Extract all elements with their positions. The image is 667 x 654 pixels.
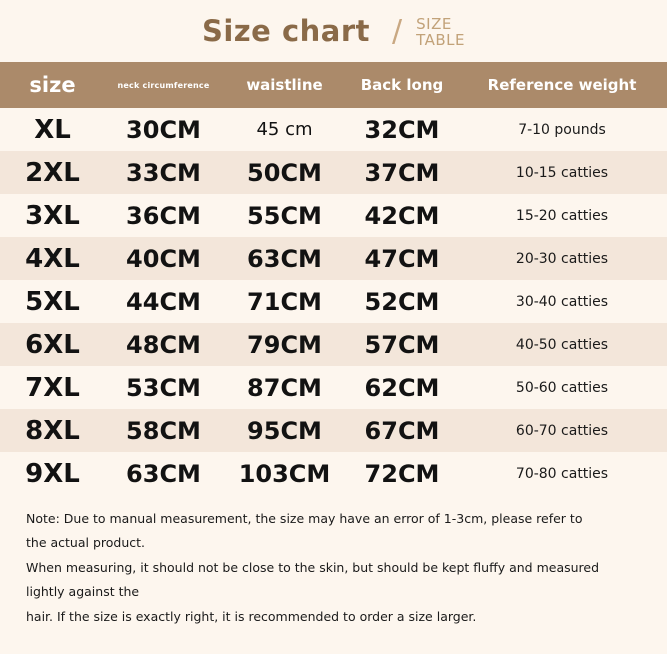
cell-neck: 53CM [126,373,201,402]
table-row [0,194,667,237]
column-header-waist: waistline [246,76,323,94]
subtitle-line-1: SIZE [416,14,452,33]
table-row [0,151,667,194]
cell-back: 57CM [364,330,440,359]
cell-back: 42CM [364,201,440,230]
column-header-neck: neck circumference [117,80,210,90]
cell-back: 32CM [364,115,440,144]
table-header [0,62,667,108]
cell-neck: 63CM [126,459,201,488]
cell-size: 6XL [25,329,80,360]
cell-waist: 45 cm [256,119,313,140]
cell-size: 8XL [25,415,80,446]
title-separator: / [392,13,403,49]
column-header-reference-weight: Reference weight [487,76,637,94]
cell-size: 3XL [25,200,80,231]
cell-back: 37CM [364,158,440,187]
cell-neck: 48CM [126,330,201,359]
cell-waist: 95CM [247,416,322,445]
cell-back: 72CM [364,459,440,488]
cell-neck: 36CM [126,201,201,230]
cell-size: 5XL [25,286,80,317]
cell-waist: 79CM [247,330,322,359]
table-row [0,409,667,452]
cell-back: 52CM [364,287,440,316]
cell-size: 2XL [25,157,80,188]
cell-reference-weight: 70-80 catties [515,465,609,482]
note-line-2: the actual product. [26,535,146,551]
table-row [0,237,667,280]
cell-size: 7XL [25,372,80,403]
cell-reference-weight: 15-20 catties [515,207,609,224]
note-line-3: When measuring, it should not be close to the skin, but should be kept fluffy and measured lightly against the [26,559,600,600]
cell-reference-weight: 30-40 catties [515,293,609,310]
cell-reference-weight: 60-70 catties [515,422,609,439]
note-line-4: hair. If the size is exactly right, it is recommended to order a size larger. [26,608,477,624]
page-subtitle [416,14,465,48]
cell-waist: 50CM [247,158,322,187]
cell-reference-weight: 50-60 catties [515,379,609,396]
cell-waist: 63CM [247,244,322,273]
cell-back: 47CM [364,244,440,273]
cell-reference-weight: 7-10 pounds [518,121,606,138]
cell-neck: 33CM [126,158,201,187]
measurement-notes [0,495,667,629]
size-table [0,62,667,495]
page-header [0,0,667,62]
note-line-1: Note: Due to manual measurement, the size may have an error of 1-3cm, please refer to [26,511,583,526]
table-row [0,108,667,151]
cell-waist: 71CM [247,287,322,316]
cell-size: XL [34,114,71,145]
cell-reference-weight: 10-15 catties [515,164,609,181]
cell-neck: 44CM [126,287,201,316]
cell-reference-weight: 40-50 catties [515,336,609,353]
column-header-back: Back long [360,76,444,94]
table-row [0,280,667,323]
cell-neck: 58CM [126,416,201,445]
cell-neck: 30CM [126,115,201,144]
cell-back: 67CM [364,416,440,445]
column-header-size: size [29,73,76,97]
cell-waist: 103CM [238,459,331,488]
cell-waist: 87CM [247,373,322,402]
cell-neck: 40CM [126,244,201,273]
cell-reference-weight: 20-30 catties [515,250,609,267]
table-row [0,323,667,366]
cell-size: 9XL [25,458,80,489]
table-row [0,452,667,495]
table-row [0,366,667,409]
cell-size: 4XL [25,243,80,274]
cell-back: 62CM [364,373,440,402]
page-title: Size chart [201,14,371,48]
table-header-row [0,62,667,108]
table-body [0,108,667,495]
cell-waist: 55CM [247,201,322,230]
subtitle-line-2: TABLE [416,31,466,49]
